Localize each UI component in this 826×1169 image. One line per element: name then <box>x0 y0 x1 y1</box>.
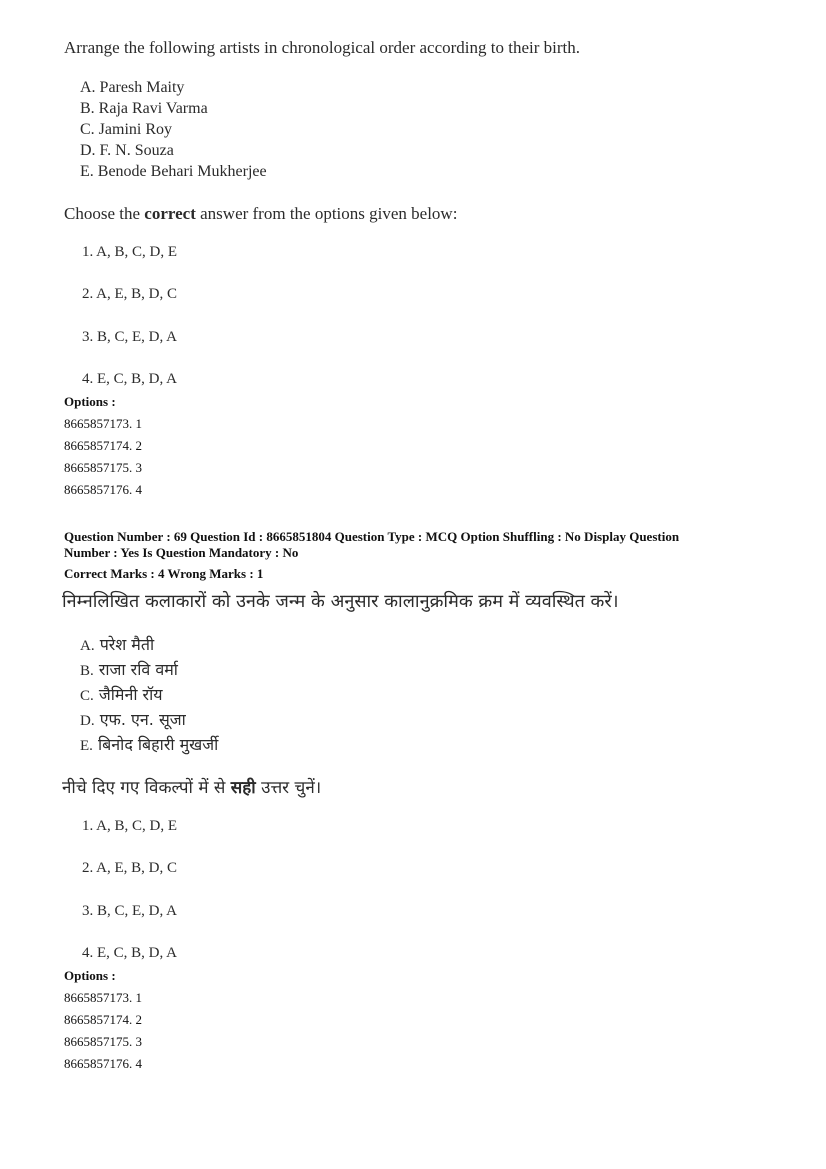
question-meta-line-1: Question Number : 69 Question Id : 8665851804 Question Type : MCQ Option Shuffling : No Display Question <box>64 529 680 544</box>
question-text-en: Arrange the following artists in chronological order according to their birth. <box>64 38 580 57</box>
answer-choice-hi-4: 4. E, C, B, D, A <box>82 945 178 961</box>
artist-item-e: E. Benode Behari Mukherjee <box>80 163 267 180</box>
option-id-2-1: 8665857173. 1 <box>64 990 142 1005</box>
artist-item-c: C. Jamini Roy <box>80 121 173 138</box>
option-id-2-4: 8665857176. 4 <box>64 1056 142 1071</box>
artist-item-hi-d: D. एफ. एन. सूजा <box>80 710 186 729</box>
marks-line: Correct Marks : 4 Wrong Marks : 1 <box>64 566 264 581</box>
artist-item-b: B. Raja Ravi Varma <box>80 100 208 117</box>
artist-item-hi-c: C. जैमिनी रॉय <box>80 685 163 704</box>
question-meta-line-2: Number : Yes Is Question Mandatory : No <box>64 545 299 560</box>
option-id-3: 8665857175. 3 <box>64 460 142 475</box>
answer-choice-hi-1: 1. A, B, C, D, E <box>82 818 178 834</box>
options-label-2: Options : <box>64 968 116 983</box>
artist-item-hi-b: B. राजा रवि वर्मा <box>80 660 178 679</box>
answer-choice-2: 2. A, E, B, D, C <box>82 286 178 302</box>
answer-choice-1: 1. A, B, C, D, E <box>82 244 178 260</box>
artist-item-hi-e: E. बिनोद बिहारी मुखर्जी <box>80 735 219 754</box>
choose-instruction-en: Choose the correct answer from the options given below: <box>64 204 458 223</box>
answer-choice-4: 4. E, C, B, D, A <box>82 371 178 387</box>
answer-choice-hi-2: 2. A, E, B, D, C <box>82 860 178 876</box>
artist-item-d: D. F. N. Souza <box>80 142 174 159</box>
option-id-2: 8665857174. 2 <box>64 438 142 453</box>
question-text-hi: निम्नलिखित कलाकारों को उनके जन्म के अनुसार कालानुक्रमिक क्रम में व्यवस्थित करें। <box>62 591 619 612</box>
options-label: Options : <box>64 394 116 409</box>
option-id-1: 8665857173. 1 <box>64 416 142 431</box>
answer-choice-3: 3. B, C, E, D, A <box>82 329 178 345</box>
option-id-2-2: 8665857174. 2 <box>64 1012 142 1027</box>
option-id-2-3: 8665857175. 3 <box>64 1034 142 1049</box>
choose-instruction-hi: नीचे दिए गए विकल्पों में से सही उत्तर चुनें। <box>62 778 322 798</box>
artist-item-hi-a: A. परेश मैती <box>80 635 155 654</box>
option-id-4: 8665857176. 4 <box>64 482 142 497</box>
artist-item-a: A. Paresh Maity <box>80 79 185 96</box>
answer-choice-hi-3: 3. B, C, E, D, A <box>82 903 178 919</box>
